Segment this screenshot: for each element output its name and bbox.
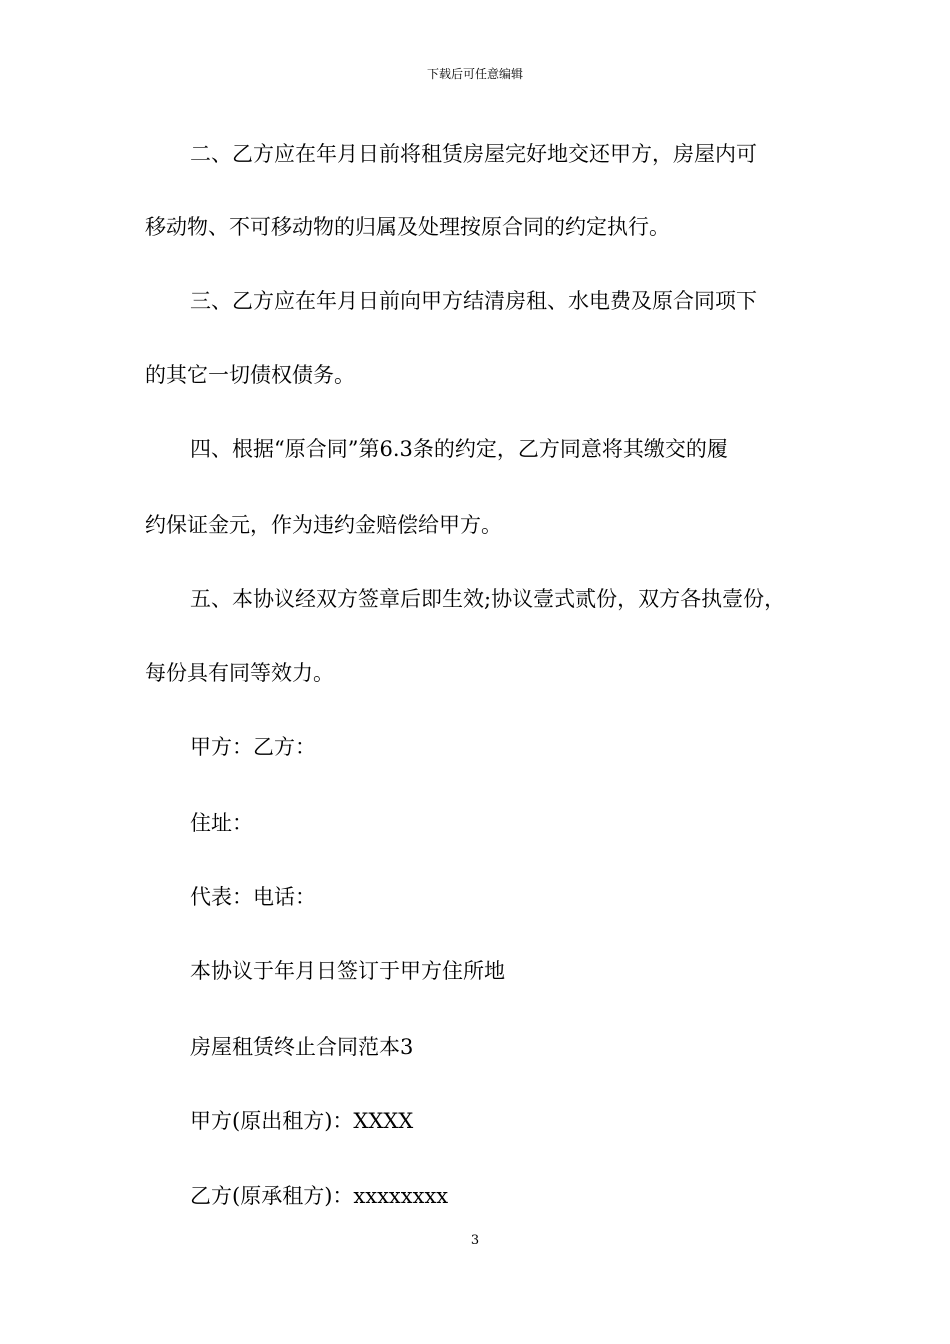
paragraph-4-line-2: 约保证金元，作为违约金赔偿给甲方。 bbox=[145, 513, 502, 537]
party-a-line: 甲方(原出租方)：XXXX bbox=[190, 1109, 414, 1133]
signing-location-line: 本协议于年月日签订于甲方住所地 bbox=[190, 959, 505, 983]
paragraph-4-line-1: 四、根据“原合同”第6.3条的约定，乙方同意将其缴交的履 bbox=[190, 437, 728, 461]
party-b-line: 乙方(原承租方)：xxxxxxxx bbox=[190, 1184, 449, 1208]
paragraph-2-line-2: 移动物、不可移动物的归属及处理按原合同的约定执行。 bbox=[145, 215, 670, 239]
address-line: 住址： bbox=[190, 811, 253, 835]
contract-template-title: 房屋租赁终止合同范本3 bbox=[190, 1035, 414, 1059]
paragraph-3-line-1: 三、乙方应在年月日前向甲方结清房租、水电费及原合同项下 bbox=[190, 289, 757, 313]
paragraph-2-line-1: 二、乙方应在年月日前将租赁房屋完好地交还甲方，房屋内可 bbox=[190, 142, 757, 166]
page-header: 下载后可任意编辑 bbox=[426, 67, 523, 81]
paragraph-3-line-2: 的其它一切债权债务。 bbox=[145, 363, 355, 387]
paragraph-5-line-1: 五、本协议经双方签章后即生效;协议壹式贰份，双方各执壹份， bbox=[190, 587, 786, 611]
paragraph-5-line-2: 每份具有同等效力。 bbox=[145, 661, 334, 685]
signature-parties: 甲方：乙方： bbox=[190, 735, 316, 759]
page-number: 3 bbox=[470, 1233, 480, 1248]
representative-phone-line: 代表：电话： bbox=[190, 885, 316, 909]
